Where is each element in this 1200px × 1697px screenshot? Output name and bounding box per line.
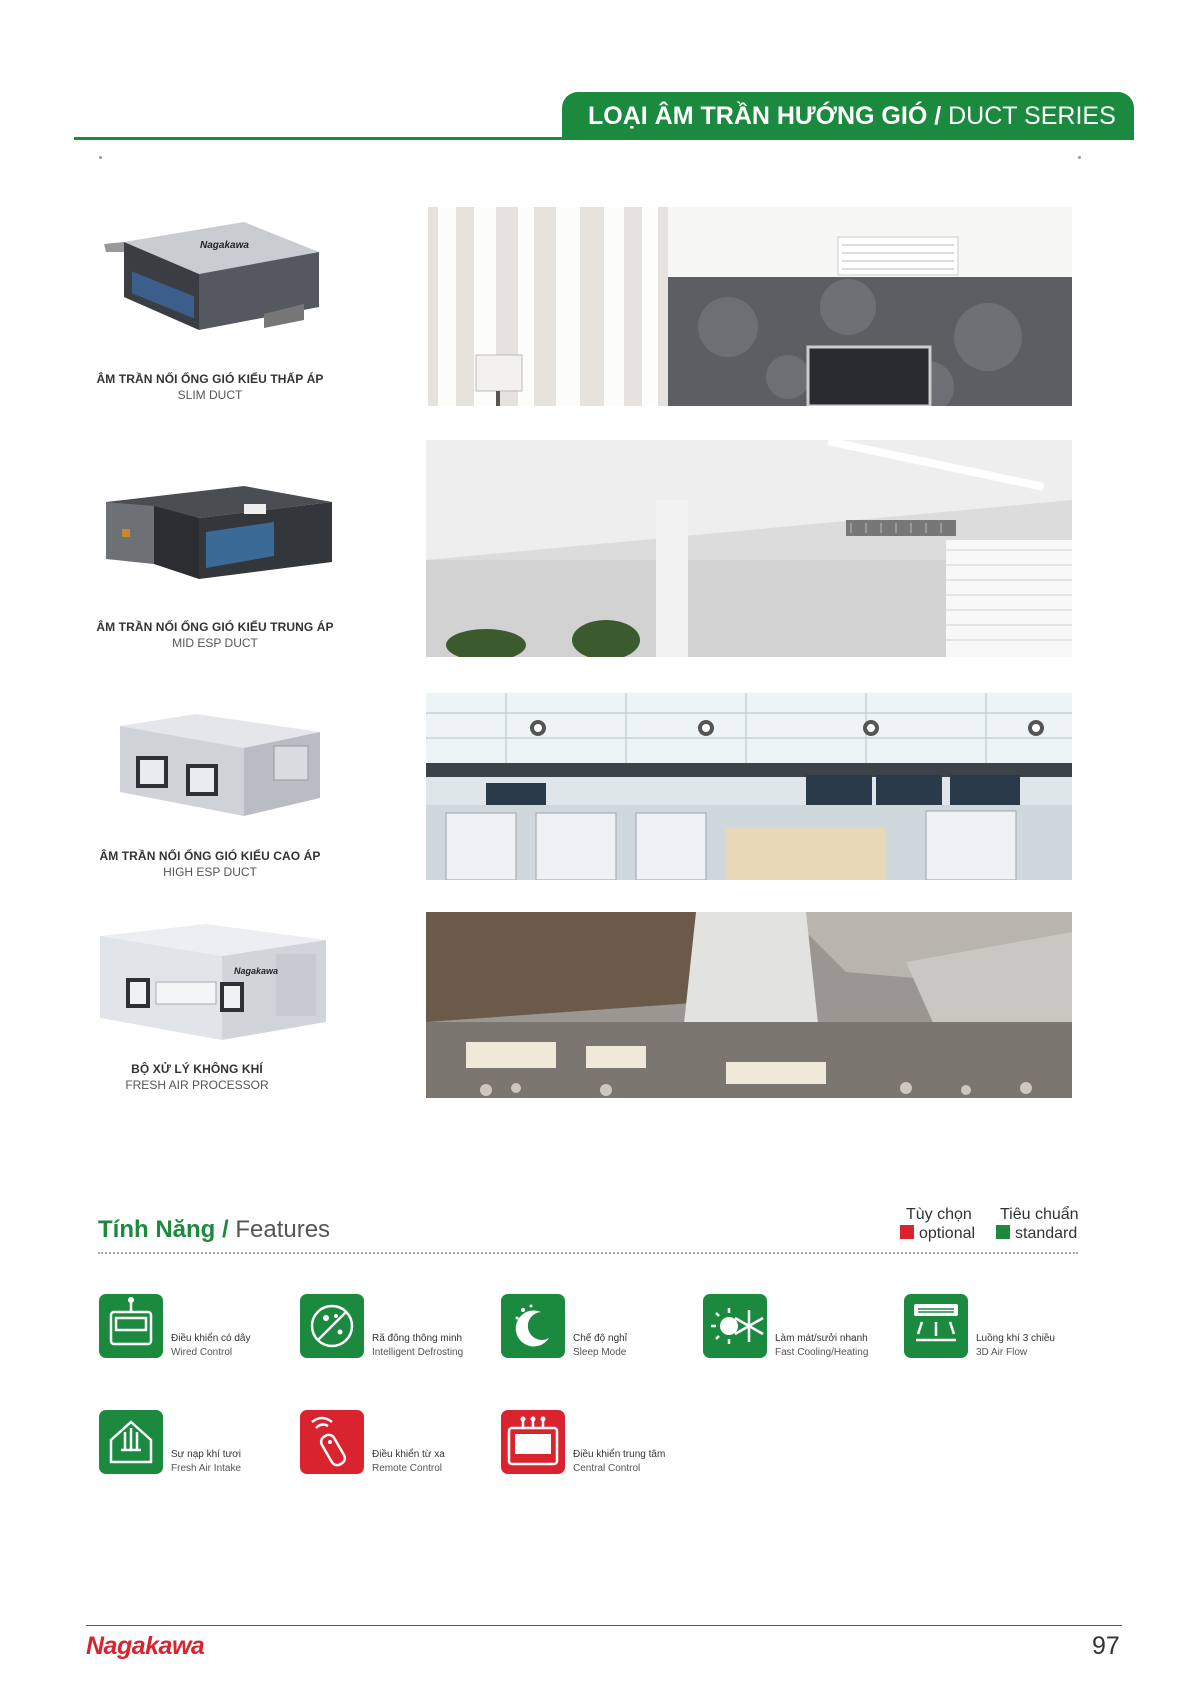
feature-label [573, 1333, 627, 1358]
legend-standard-vn: Tiêu chuẩn [1000, 1206, 1079, 1223]
page-number: 97 [1092, 1632, 1120, 1660]
terminal-hall-photo [426, 912, 1072, 1098]
page-title-vn: LOẠI ÂM TRẦN HƯỚNG GIÓ [588, 102, 928, 130]
living-room-photo [428, 207, 1072, 406]
legend-standard [996, 1206, 1079, 1243]
feature-label-en: Remote Control [372, 1463, 443, 1474]
feature-label [573, 1449, 665, 1474]
product-caption-slim-duct [94, 372, 326, 402]
product-caption-mid-esp-duct [94, 620, 336, 650]
feature-label-vn: Điều khiển trung tâm [573, 1449, 666, 1460]
legend-standard-swatch [996, 1225, 1010, 1239]
airport-checkin-photo [426, 693, 1072, 880]
feature-label-en: Fresh Air Intake [171, 1463, 242, 1474]
legend-optional-swatch [900, 1225, 914, 1239]
features-heading-en: Features [235, 1216, 331, 1243]
feature-label [775, 1333, 868, 1358]
central-control-icon [501, 1410, 565, 1474]
fresh-air-icon [99, 1410, 163, 1474]
feature-label-vn: Rã đông thông minh [372, 1333, 463, 1344]
legend-standard-en: standard [1015, 1225, 1078, 1242]
product-name-vn: BỘ XỬ LÝ KHÔNG KHÍ [131, 1062, 263, 1076]
mid-esp-duct-unit-image [104, 484, 336, 584]
wired-control-icon [99, 1294, 163, 1358]
slim-duct-unit-image [104, 222, 326, 342]
feature-label-vn: Sự nạp khí tươi [171, 1449, 241, 1460]
feature-label-en: 3D Air Flow [976, 1347, 1028, 1358]
feature-label-vn: Luồng khí 3 chiều [976, 1333, 1055, 1344]
feature-label-en: Intelligent Defrosting [372, 1347, 464, 1358]
features-heading-separator: / [215, 1216, 236, 1243]
product-name-en: HIGH ESP DUCT [163, 865, 257, 879]
feature-label [372, 1333, 463, 1358]
feature-label-vn: Chế độ nghỉ [573, 1333, 627, 1344]
features-divider [98, 1252, 1078, 1254]
brand-logo: Nagakawa [86, 1632, 205, 1660]
high-esp-duct-unit-image [116, 712, 326, 820]
feature-label-vn: Làm mát/sưởi nhanh [775, 1333, 868, 1344]
footer-rule [86, 1625, 1122, 1626]
moon-icon [501, 1294, 565, 1358]
feature-label-en: Wired Control [171, 1347, 233, 1358]
feature-label [171, 1449, 241, 1474]
legend-optional-en: optional [919, 1225, 976, 1242]
sun-snowflake-icon [703, 1294, 767, 1358]
page-title-separator: / [927, 102, 949, 130]
feature-label [171, 1333, 251, 1358]
page-title [588, 102, 1116, 131]
feature-label [372, 1449, 445, 1474]
feature-label-vn: Điều khiển từ xa [372, 1449, 445, 1460]
legend-optional-vn: Tùy chọn [906, 1206, 972, 1223]
office-photo [426, 440, 1072, 657]
features-heading [98, 1216, 330, 1244]
product-name-vn: ÂM TRẦN NỐI ỐNG GIÓ KIỂU THẤP ÁP [96, 372, 324, 386]
fresh-air-processor-logo: Nagakawa [234, 966, 279, 976]
product-name-vn: ÂM TRẦN NỐI ỐNG GIÓ KIỂU TRUNG ÁP [96, 620, 334, 634]
legend-optional [900, 1206, 975, 1243]
product-caption-high-esp-duct [94, 849, 326, 879]
fresh-air-processor-unit-image [96, 922, 332, 1052]
feature-label-en: Fast Cooling/Heating [775, 1347, 869, 1358]
defrost-icon [300, 1294, 364, 1358]
page-title-en: DUCT SERIES [948, 102, 1116, 130]
product-name-en: FRESH AIR PROCESSOR [125, 1078, 269, 1092]
feature-label-en: Central Control [573, 1463, 641, 1474]
product-name-en: SLIM DUCT [177, 388, 243, 402]
product-name-vn: ÂM TRẦN NỐI ỐNG GIÓ KIỂU CAO ÁP [99, 849, 321, 863]
air-flow-icon [904, 1294, 968, 1358]
slim-duct-logo: Nagakawa [200, 240, 249, 251]
feature-label-vn: Điều khiển có dây [171, 1333, 251, 1344]
features-heading-vn: Tính Năng [98, 1216, 216, 1243]
feature-label [976, 1333, 1055, 1358]
product-caption-fresh-air-processor [100, 1062, 294, 1092]
registration-dot [99, 156, 102, 159]
remote-control-icon [300, 1410, 364, 1474]
product-name-en: MID ESP DUCT [172, 636, 258, 650]
feature-label-en: Sleep Mode [573, 1347, 627, 1358]
registration-dot [1078, 156, 1081, 159]
